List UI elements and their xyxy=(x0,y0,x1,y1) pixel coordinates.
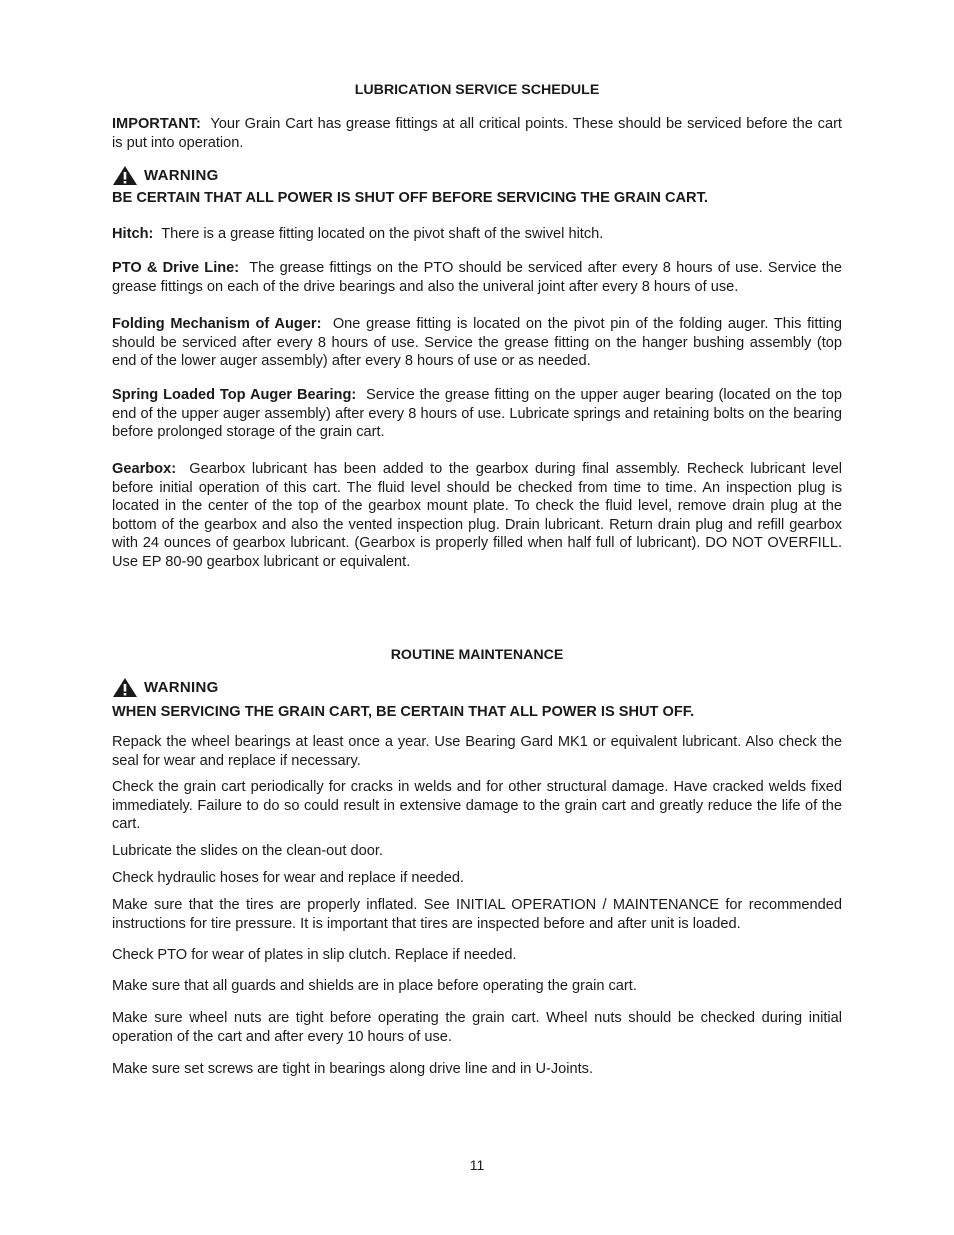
routine-item: Make sure that the tires are properly inflated. See INITIAL OPERATION / MAINTENANCE for recommended instructions for tire pressure. It is important that tires are inspected before and after unit is loaded. xyxy=(112,897,842,932)
lube-item-text: The grease fittings on the PTO should be serviced after every 8 hours of use. Service the grease fittings on each of the drive bearings and also the univeral joint after every 8 hours of use. xyxy=(112,260,842,295)
lube-item-gearbox xyxy=(112,460,842,572)
routine-item: Check PTO for wear of plates in slip clutch. Replace if needed. xyxy=(112,947,517,963)
lube-item-label: Folding Mechanism of Auger: xyxy=(112,316,322,332)
warning-label: WARNING xyxy=(144,166,219,184)
important-label: IMPORTANT: xyxy=(112,116,201,132)
warning-label: WARNING xyxy=(144,678,219,696)
warning-triangle-icon xyxy=(112,677,138,698)
lube-item-pto xyxy=(112,259,842,296)
warning-banner xyxy=(112,676,219,698)
warning-text: WHEN SERVICING THE GRAIN CART, BE CERTAIN THAT ALL POWER IS SHUT OFF. xyxy=(112,704,695,720)
page-number: 11 xyxy=(469,1157,485,1173)
lube-item-hitch xyxy=(112,225,842,244)
routine-title: ROUTINE MAINTENANCE xyxy=(390,647,564,663)
lube-item-text: Gearbox lubricant has been added to the gearbox during final assembly. Recheck lubricant level before initial operation of this cart. The fluid level should be checked from time to time. An inspection plug is located in the center of the top of the gearbox mount plate. To check the fluid level, remove drain plug at the bottom of the gearbox and also the vented inspection plug. Drain lubricant. Return drain plug and refill gearbox with 24 ounces of gearbox lubricant. (Gearbox is properly filled when half full of lubricant). DO NOT OVERFILL. Use EP 80-90 gearbox lubricant or equivalent. xyxy=(112,461,842,570)
lube-item-label: PTO & Drive Line: xyxy=(112,260,240,276)
lube-item-top-bearing xyxy=(112,386,842,442)
lube-item-label: Spring Loaded Top Auger Bearing: xyxy=(112,387,357,403)
routine-item: Repack the wheel bearings at least once a year. Use Bearing Gard MK1 or equivalent lubricant. Also check the seal for wear and replace if necessary. xyxy=(112,734,842,769)
lubrication-title: LUBRICATION SERVICE SCHEDULE xyxy=(354,82,600,98)
warning-banner xyxy=(112,164,219,186)
lube-item-text: There is a grease fitting located on the pivot shaft of the swivel hitch. xyxy=(161,226,604,242)
lube-item-folding xyxy=(112,315,842,371)
lube-item-label: Hitch: xyxy=(112,226,154,242)
routine-item: Make sure wheel nuts are tight before operating the grain cart. Wheel nuts should be checked during initial operation of the cart and after every 10 hours of use. xyxy=(112,1010,842,1045)
lube-item-text: Service the grease fitting on the upper auger bearing (located on the top end of the upper auger assembly) after every 8 hours of use. Lubricate springs and retaining bolts on the bearing before prolonged storage of the grain cart. xyxy=(112,387,842,441)
routine-item: Lubricate the slides on the clean-out door. xyxy=(112,843,383,859)
warning-text: BE CERTAIN THAT ALL POWER IS SHUT OFF BEFORE SERVICING THE GRAIN CART. xyxy=(112,190,708,206)
routine-item: Make sure that all guards and shields are in place before operating the grain cart. xyxy=(112,978,637,994)
routine-item: Make sure set screws are tight in bearings along drive line and in U-Joints. xyxy=(112,1061,594,1077)
lube-item-text: One grease fitting is located on the pivot pin of the folding auger. This fitting should be serviced after every 8 hours of use. Service the grease fitting on the hanger bushing assembly (top end of the lower auger assembly) after every 8 hours of use or as needed. xyxy=(112,316,843,370)
routine-item: Check hydraulic hoses for wear and replace if needed. xyxy=(112,870,465,886)
important-note xyxy=(112,115,842,152)
important-text: Your Grain Cart has grease fittings at all critical points. These should be serviced before the cart is put into operation. xyxy=(112,116,842,151)
routine-item: Check the grain cart periodically for cracks in welds and for other structural damage. Have cracked welds fixed immediately. Failure to do so could result in extensive damage to the grain cart and greatly reduce the life of the cart. xyxy=(112,779,842,833)
warning-triangle-icon xyxy=(112,165,138,186)
lube-item-label: Gearbox: xyxy=(112,461,177,477)
